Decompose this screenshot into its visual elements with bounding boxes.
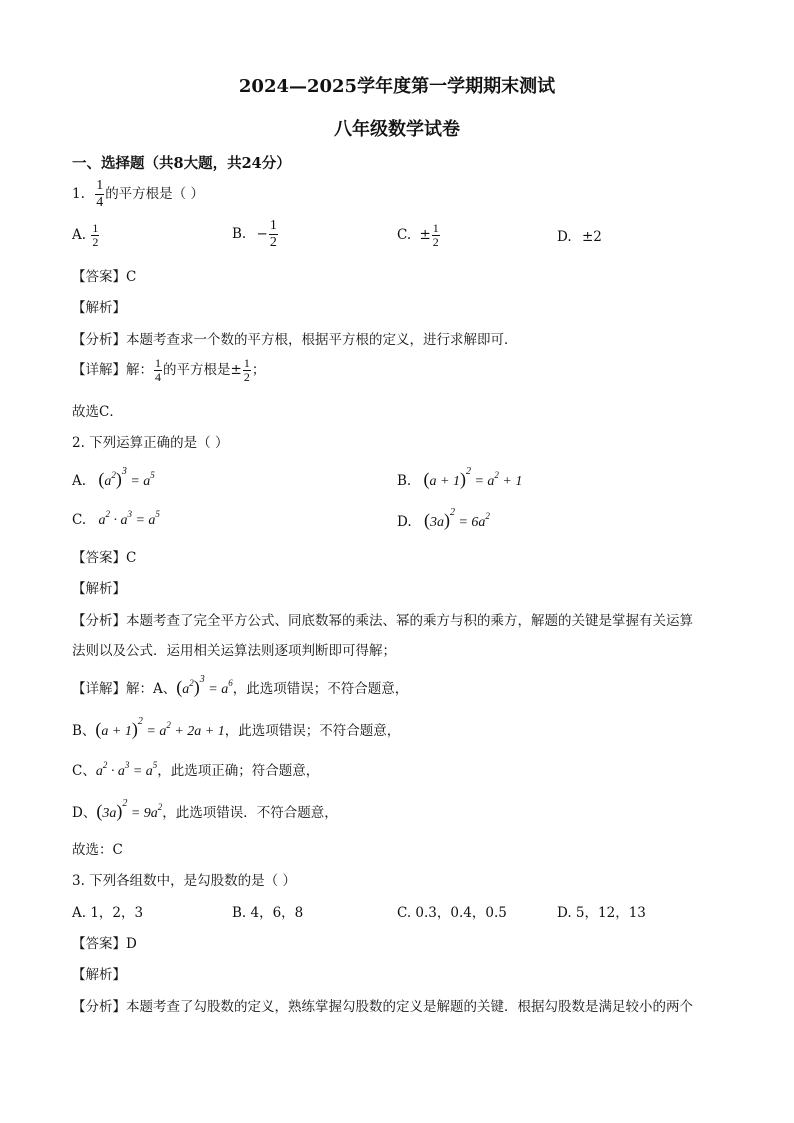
fraction: $\frac{1}{2}$ xyxy=(92,221,99,249)
fraction: $\frac{1}{2}$ xyxy=(243,356,250,384)
question-2: 2. 下列运算正确的是（ ） xyxy=(72,435,229,451)
q1-analysis: 【分析】本题考查求一个数的平方根，根据平方根的定义，进行求解即可． xyxy=(72,332,518,348)
q1-answer: 【答案】C xyxy=(72,269,137,285)
question-number: 1. xyxy=(72,186,85,202)
q3-option-b: B. 4，6，8 xyxy=(232,905,304,921)
q1-conclusion: 故选C． xyxy=(72,404,123,420)
q1-jiexi: 【解析】 xyxy=(72,300,126,316)
q1-option-d: D. ±2 xyxy=(557,229,602,245)
q3-jiexi: 【解析】 xyxy=(72,967,126,983)
q3-answer: 【答案】D xyxy=(72,936,137,952)
q1-option-c: C. ± $\frac{1}{2}$ xyxy=(397,221,439,249)
q1-detail: 【详解】解： $\frac{1}{4}$ 的平方根是± $\frac{1}{2}$ ； xyxy=(72,356,266,384)
question-3: 3. 下列各组数中，是勾股数的是（ ） xyxy=(72,873,296,889)
q3-option-d: D. 5，12，13 xyxy=(557,905,646,921)
q2-option-d: D. $(3a)^2 = 6a^2$ xyxy=(397,507,490,530)
q1-option-b: B. − $\frac{1}{2}$ xyxy=(232,218,277,250)
q2-answer: 【答案】C xyxy=(72,550,137,566)
fraction: $\frac{1}{2}$ xyxy=(432,221,439,249)
q2-option-a: A. $(a^2)^3 = a^5$ xyxy=(72,466,155,489)
q3-option-a: A. 1，2，3 xyxy=(72,905,144,921)
exam-title: 2024—2025学年度第一学期期末测试 xyxy=(238,76,556,97)
fraction: $\frac{1}{4}$ xyxy=(155,356,161,384)
q2-detail-b: B、$(a + 1)^2 = a^2 + 2a + 1$，此选项错误；不符合题意， xyxy=(72,716,401,739)
question-stem: 的平方根是（ ） xyxy=(105,186,204,202)
q2-option-c: C. $a^2 \cdot a^3 = a^5$ xyxy=(72,509,160,528)
fraction: $\frac{1}{2}$ xyxy=(269,218,277,250)
question-1 xyxy=(72,178,204,211)
q3-analysis: 【分析】本题考查了勾股数的定义，熟练掌握勾股数的定义是解题的关键．根据勾股数是满足较小的两个 xyxy=(72,999,693,1015)
exam-subtitle: 八年级数学试卷 xyxy=(334,119,460,140)
section-heading: 一、选择题（共8大题，共24分） xyxy=(72,155,291,172)
fraction: $\frac{1}{4}$ xyxy=(96,178,104,210)
q2-jiexi: 【解析】 xyxy=(72,581,126,597)
q2-option-b: B. $(a + 1)^2 = a^2 + 1$ xyxy=(397,466,523,489)
q2-detail-d: D、$(3a)^2 = 9a^2$，此选项错误．不符合题意， xyxy=(72,798,338,821)
q2-detail-a: 【详解】解：A、$(a^2)^3 = a^6$，此选项错误；不符合题意， xyxy=(72,674,409,697)
q2-analysis-line1: 【分析】本题考查了完全平方公式、同底数幂的乘法、幂的乘方与积的乘方，解题的关键是掌握有关运算 xyxy=(72,613,693,629)
q2-detail-c: C、$a^2 \cdot a^3 = a^5$，此选项正确；符合题意， xyxy=(72,760,320,779)
q1-option-a: A. $\frac{1}{2}$ xyxy=(72,221,99,249)
q2-analysis-line2: 法则以及公式．运用相关运算法则逐项判断即可得解； xyxy=(72,643,396,659)
q3-option-c: C. 0.3，0.4，0.5 xyxy=(397,905,507,921)
q2-conclusion: 故选：C xyxy=(72,842,123,858)
